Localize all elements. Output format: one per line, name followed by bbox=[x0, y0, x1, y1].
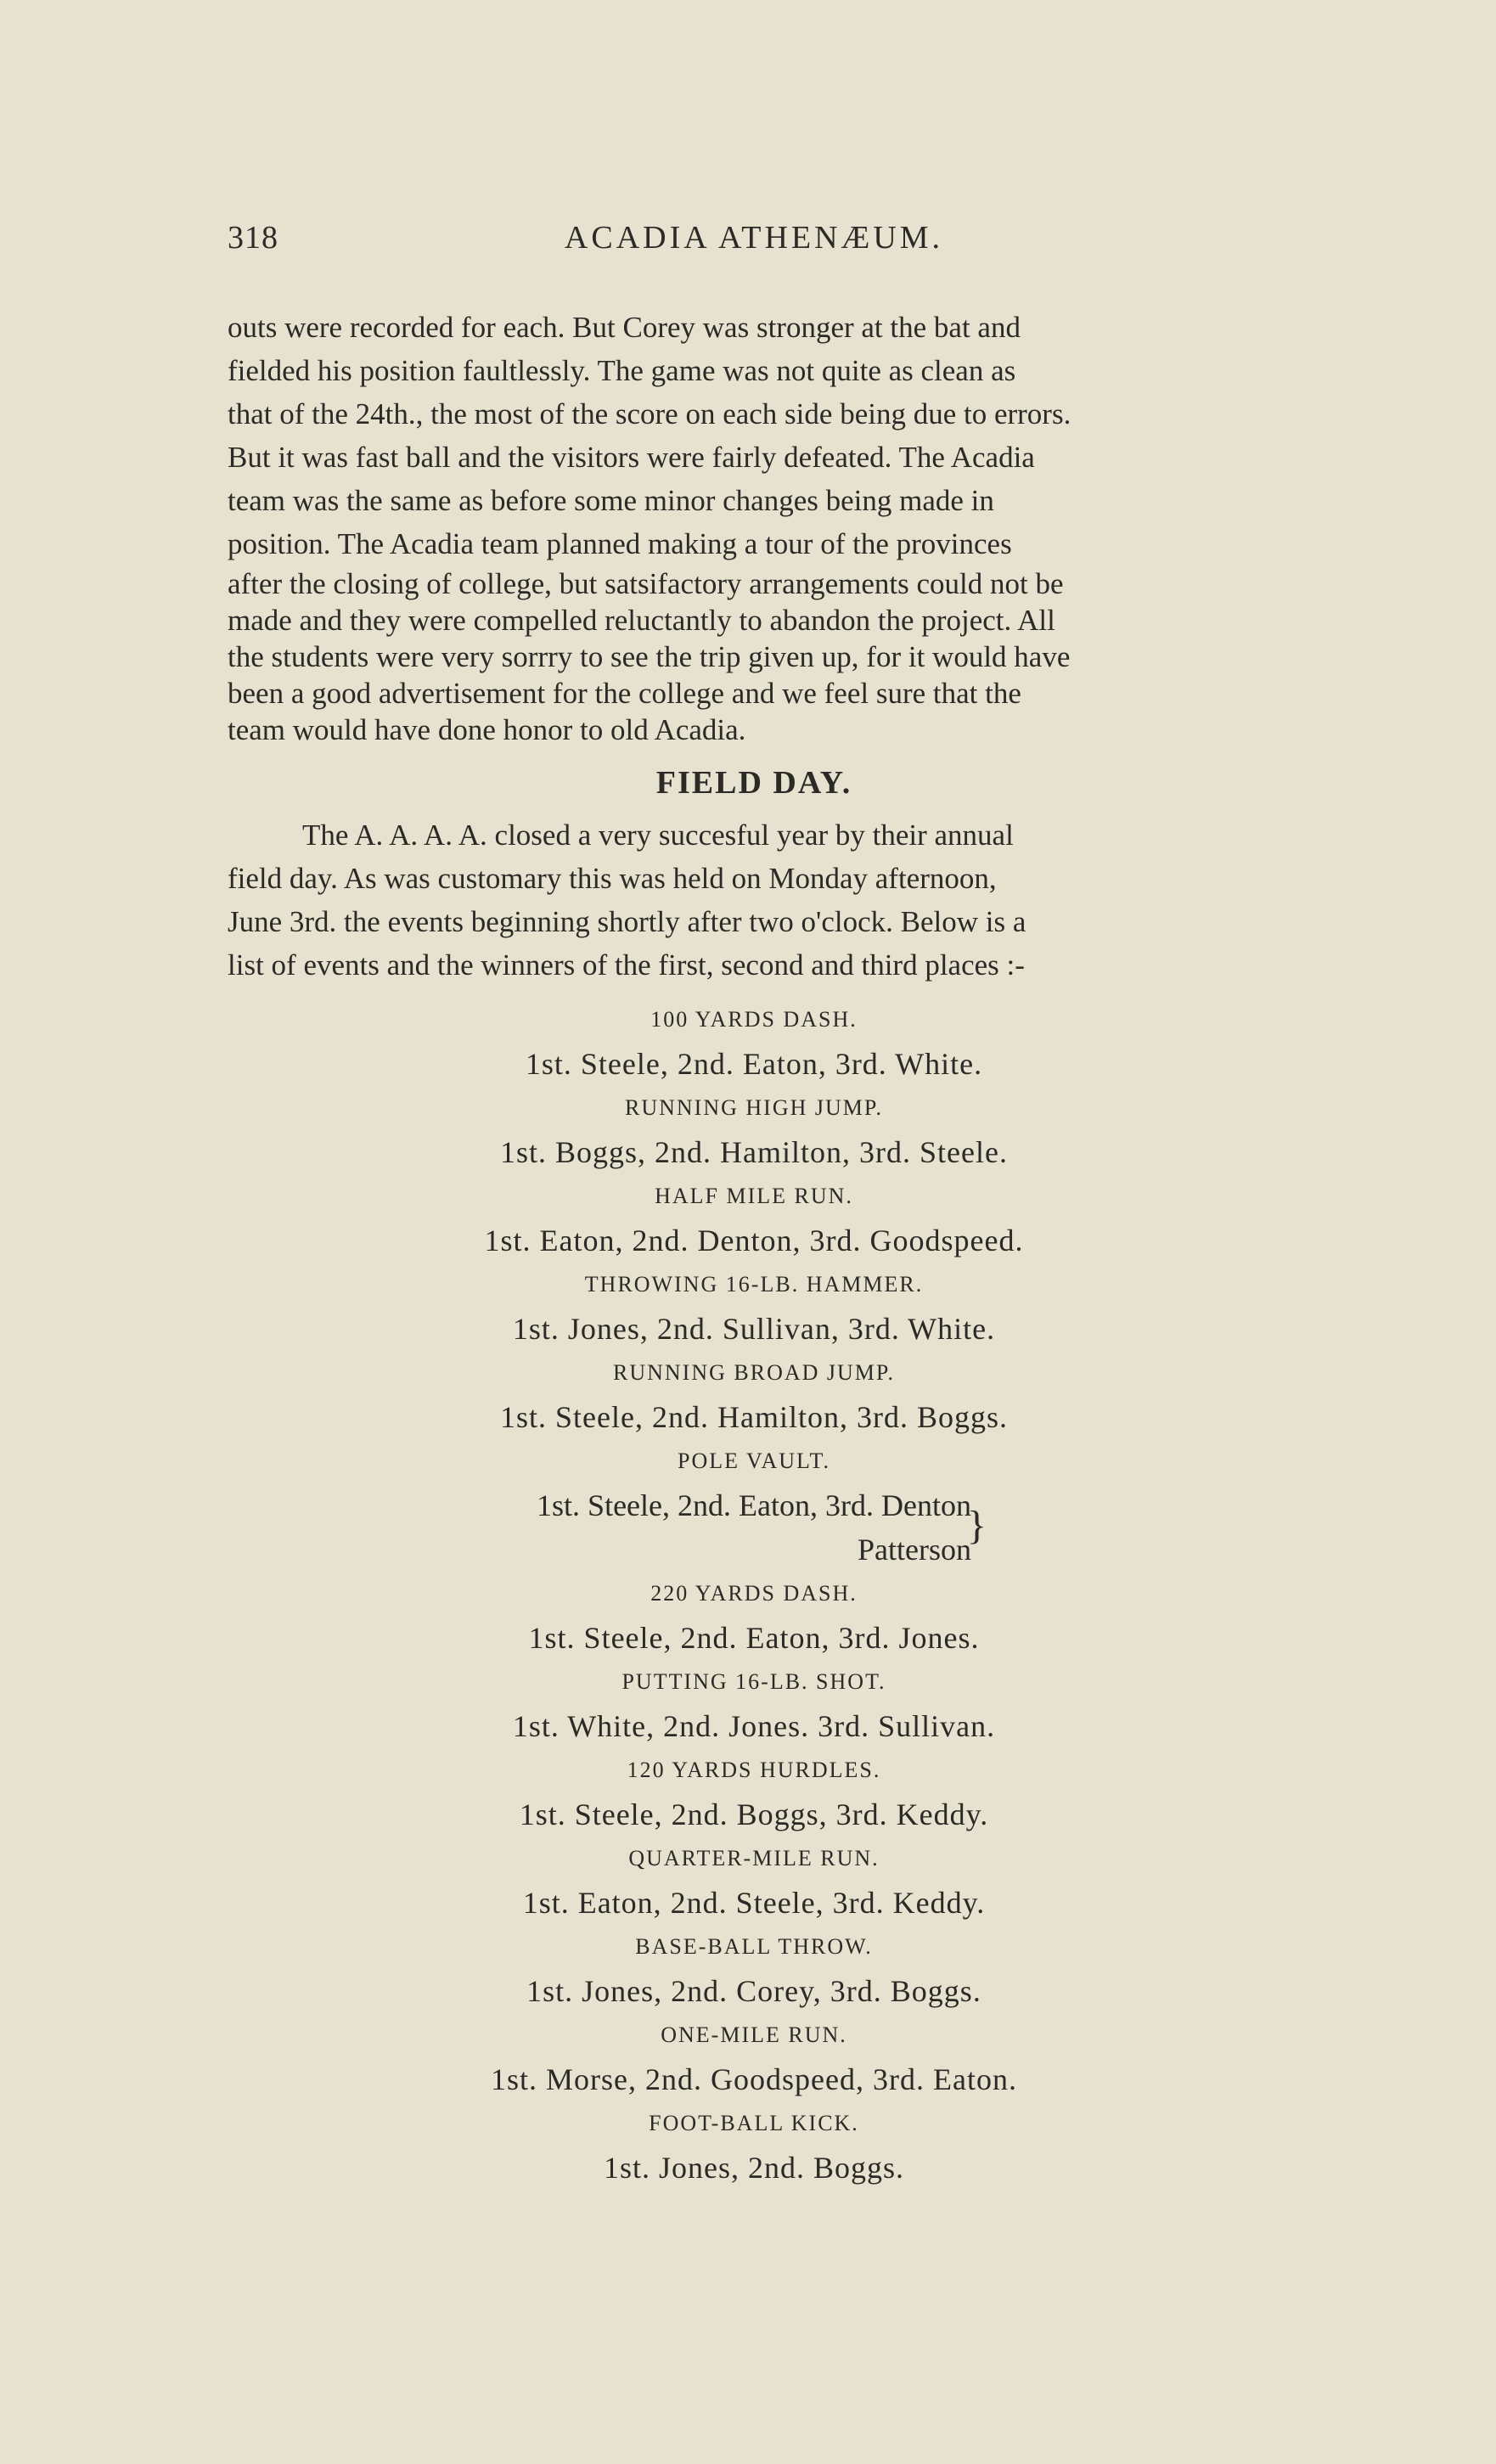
event-result: 1st. Jones, 2nd. Corey, 3rd. Boggs. bbox=[526, 1974, 981, 2008]
event-entry bbox=[228, 1925, 1280, 2013]
event-name: RUNNING BROAD JUMP. bbox=[613, 1360, 895, 1385]
brace-glyph: } bbox=[966, 1503, 987, 1548]
event-entry bbox=[228, 1263, 1280, 1351]
running-head: ACADIA ATHENÆUM. bbox=[564, 220, 944, 256]
events-list bbox=[228, 998, 1280, 2190]
text-line: made and they were compelled reluctantly to abandon the project. All bbox=[228, 604, 1055, 637]
event-name: POLE VAULT. bbox=[678, 1449, 830, 1473]
tied-competitor: Patterson bbox=[857, 1533, 971, 1567]
event-result: 1st. Boggs, 2nd. Hamilton, 3rd. Steele. bbox=[500, 1135, 1008, 1169]
event-entry bbox=[228, 1837, 1280, 1925]
event-entry bbox=[228, 2101, 1280, 2190]
page-header bbox=[228, 219, 1280, 262]
text-line: list of events and the winners of the first, second and third places :- bbox=[228, 948, 1025, 982]
event-result: 1st. Jones, 2nd. Boggs. bbox=[603, 2151, 905, 2185]
text-line: fielded his position faultlessly. The game was not quite as clean as bbox=[228, 354, 1016, 387]
event-result: 1st. Eaton, 2nd. Denton, 3rd. Goodspeed. bbox=[484, 1224, 1024, 1257]
event-name: FOOT-BALL KICK. bbox=[649, 2111, 859, 2135]
event-entry bbox=[228, 1748, 1280, 1837]
event-name: HALF MILE RUN. bbox=[655, 1184, 853, 1208]
event-entry bbox=[228, 1439, 1280, 1572]
text-line: June 3rd. the events beginning shortly after two o'clock. Below is a bbox=[228, 905, 1026, 938]
text-line: the students were very sorrry to see the trip given up, for it would have bbox=[228, 640, 1071, 673]
text-line: been a good advertisement for the college and we feel sure that the bbox=[228, 677, 1021, 710]
event-result: 1st. Morse, 2nd. Goodspeed, 3rd. Eaton. bbox=[491, 2062, 1017, 2096]
event-name: PUTTING 16-LB. SHOT. bbox=[621, 1669, 886, 1694]
text-line: But it was fast ball and the visitors were fairly defeated. The Acadia bbox=[228, 441, 1035, 474]
event-name: ONE-MILE RUN. bbox=[661, 2022, 847, 2047]
text-line: The A. A. A. A. closed a very succesful year by their annual bbox=[302, 819, 1014, 852]
event-entry bbox=[228, 998, 1280, 1086]
text-line: field day. As was customary this was held on Monday afternoon, bbox=[228, 862, 997, 895]
event-result: 1st. White, 2nd. Jones. 3rd. Sullivan. bbox=[512, 1709, 996, 1743]
event-result: 1st. Steele, 2nd. Eaton, 3rd. White. bbox=[525, 1047, 983, 1081]
event-entry bbox=[228, 1086, 1280, 1174]
event-entry bbox=[228, 1351, 1280, 1439]
event-name: RUNNING HIGH JUMP. bbox=[625, 1095, 883, 1120]
event-result: 1st. Jones, 2nd. Sullivan, 3rd. White. bbox=[512, 1312, 996, 1346]
event-name: THROWING 16-LB. HAMMER. bbox=[584, 1272, 924, 1297]
text-line: team was the same as before some minor changes being made in bbox=[228, 484, 994, 517]
text-line: outs were recorded for each. But Corey was stronger at the bat and bbox=[228, 311, 1021, 344]
text-line: team would have done honor to old Acadia. bbox=[228, 713, 746, 746]
page-number: 318 bbox=[228, 220, 278, 256]
event-entry bbox=[228, 1660, 1280, 1748]
event-name: QUARTER-MILE RUN. bbox=[628, 1846, 880, 1871]
event-entry bbox=[228, 1174, 1280, 1263]
text-line: that of the 24th., the most of the score on each side being due to errors. bbox=[228, 397, 1071, 430]
text-line: position. The Acadia team planned making a tour of the provinces bbox=[228, 527, 1012, 560]
baseball-paragraph bbox=[228, 306, 1280, 748]
event-entry bbox=[228, 1572, 1280, 1660]
text-line: after the closing of college, but satsifactory arrangements could not be bbox=[228, 567, 1064, 600]
event-name: 220 YARDS DASH. bbox=[650, 1581, 858, 1606]
event-name: BASE-BALL THROW. bbox=[635, 1934, 873, 1959]
tied-result bbox=[537, 1483, 987, 1567]
event-name: 120 YARDS HURDLES. bbox=[627, 1758, 881, 1782]
event-entry bbox=[228, 2013, 1280, 2101]
event-result: 1st. Steele, 2nd. Eaton, 3rd. Jones. bbox=[528, 1621, 980, 1655]
field-day-paragraph bbox=[228, 813, 1280, 987]
section-title: FIELD DAY. bbox=[655, 765, 852, 801]
event-result: 1st. Steele, 2nd. Boggs, 3rd. Keddy. bbox=[519, 1797, 989, 1831]
event-result: 1st. Steele, 2nd. Hamilton, 3rd. Boggs. bbox=[500, 1400, 1008, 1434]
event-result: 1st. Steele, 2nd. Eaton, 3rd. Denton bbox=[537, 1488, 971, 1522]
event-result: 1st. Eaton, 2nd. Steele, 3rd. Keddy. bbox=[522, 1886, 986, 1920]
event-name: 100 YARDS DASH. bbox=[650, 1007, 858, 1032]
